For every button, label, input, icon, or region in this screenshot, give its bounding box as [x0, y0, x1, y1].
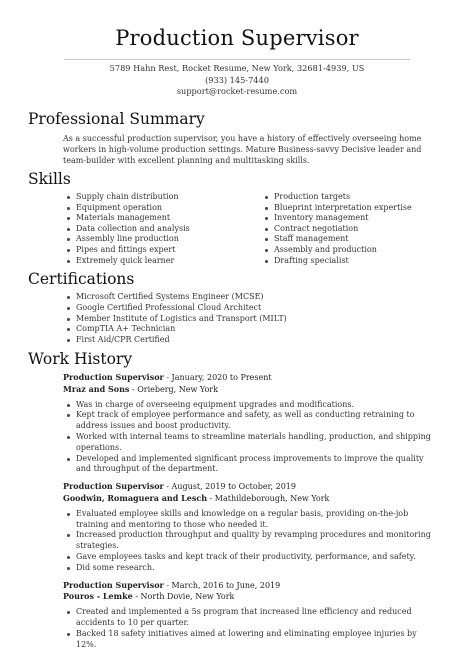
skills-column-left — [66, 192, 264, 266]
contact-phone: (933) 145-7440 — [205, 74, 269, 85]
job-company-line — [63, 493, 438, 505]
certification-item: First Aid/CPR Certified — [66, 335, 474, 346]
summary-section — [0, 110, 474, 166]
skill-item: Inventory management — [264, 213, 412, 224]
job-title-line — [63, 580, 438, 592]
certifications-list — [66, 292, 474, 346]
job-bullet: Backed 18 safety initiatives aimed at lowering and eliminating employee injuries by 12%. — [66, 629, 438, 650]
skill-item: Materials management — [66, 213, 264, 224]
job-entry — [63, 481, 438, 573]
summary-text: As a successful production supervisor, you have a history of effectively overseeing home workers in high-volume production settings. Mature Business-savvy Decisive leader and team-builder with excellent planning and multitasking skills. — [63, 134, 422, 165]
skill-item: Assembly and production — [264, 245, 412, 256]
certifications-section — [0, 270, 474, 346]
job-bullets — [66, 509, 438, 574]
skills-grid — [0, 192, 474, 266]
work-history-heading: Work History — [28, 350, 133, 368]
job-bullet: Developed and implemented significant process improvements to improve the quality and throughput of the department. — [66, 454, 438, 476]
skill-item: Equipment operation — [66, 203, 264, 214]
job-company-line — [63, 591, 438, 603]
skills-column-right — [264, 192, 412, 266]
certifications-heading: Certifications — [28, 270, 135, 288]
job-title: Production Supervisor — [63, 481, 164, 492]
job-dates: - January, 2020 to Present — [163, 373, 272, 382]
certification-item: Google Certified Professional Cloud Architect — [66, 303, 474, 314]
job-bullet: Was in charge of overseeing equipment upgrades and modifications. — [66, 400, 438, 411]
resume-header — [0, 0, 474, 98]
job-entry — [63, 372, 438, 475]
job-company: Goodwin, Romaguera and Lesch — [63, 492, 208, 503]
header-divider — [64, 59, 410, 60]
job-bullet: Created and implemented a 5s program that increased line efficiency and reduced accidents to 10 per quarter. — [66, 607, 438, 629]
skill-item: Extremely quick learner — [66, 256, 264, 267]
job-bullet: Evaluated employee skills and knowledge on a regular basis, providing on-the-job training and mentoring to those who needed it. — [66, 509, 438, 531]
skill-item: Blueprint interpretation expertise — [264, 203, 412, 214]
job-location: - Orieberg, New York — [129, 384, 218, 394]
contact-address: 5789 Hahn Rest, Rocket Resume, New York, 32681-4939, US — [109, 63, 365, 73]
candidate-name: Production Supervisor — [115, 26, 359, 50]
summary-heading: Professional Summary — [28, 110, 205, 128]
job-bullets — [66, 607, 438, 650]
skill-item: Production targets — [264, 192, 412, 203]
certification-item: CompTIA A+ Technician — [66, 324, 474, 335]
skill-item: Staff management — [264, 234, 412, 245]
job-company: Mraz and Sons — [63, 383, 130, 394]
job-dates: - August, 2019 to October, 2019 — [163, 482, 296, 492]
job-title: Production Supervisor — [63, 372, 164, 382]
skills-heading: Skills — [28, 170, 71, 188]
certification-item: Member Institute of Logistics and Transport (MILT) — [66, 314, 474, 325]
job-company: Pouros - Lemke — [63, 591, 133, 602]
job-bullets — [66, 400, 438, 476]
job-bullet: Kept track of employee performance and safety, as well as conducting retraining to address issues and boost productivity. — [66, 410, 438, 432]
skills-section — [0, 170, 474, 266]
job-location: - North Dovie, New York — [132, 592, 235, 602]
job-bullet: Gave employees tasks and kept track of their productivity, performance, and safety. — [66, 552, 438, 563]
skill-item: Drafting specialist — [264, 256, 412, 267]
job-bullet: Increased production throughput and quality by revamping procedures and monitoring strategies. — [66, 530, 438, 552]
skill-item: Assembly line production — [66, 234, 264, 245]
skill-item: Contract negotiation — [264, 224, 412, 235]
job-dates: - March, 2016 to June, 2019 — [163, 580, 281, 590]
skill-item: Pipes and fittings expert — [66, 245, 264, 256]
job-bullet: Worked with internal teams to streamline materials handling, production, and shipping operations. — [66, 432, 438, 454]
certification-item: Microsoft Certified Systems Engineer (MCSE) — [66, 292, 474, 303]
skill-item: Data collection and analysis — [66, 224, 264, 235]
contact-email: support@rocket-resume.com — [176, 86, 298, 96]
job-location: - Mathildeborough, New York — [207, 493, 330, 503]
job-title-line — [63, 372, 438, 384]
job-title-line — [63, 481, 438, 493]
job-title: Production Supervisor — [63, 579, 164, 590]
job-company-line — [63, 384, 438, 396]
job-bullet: Did some research. — [66, 563, 438, 574]
work-history-section — [0, 350, 474, 650]
skill-item: Supply chain distribution — [66, 192, 264, 203]
job-entry — [63, 580, 438, 650]
contact-block — [0, 63, 474, 98]
